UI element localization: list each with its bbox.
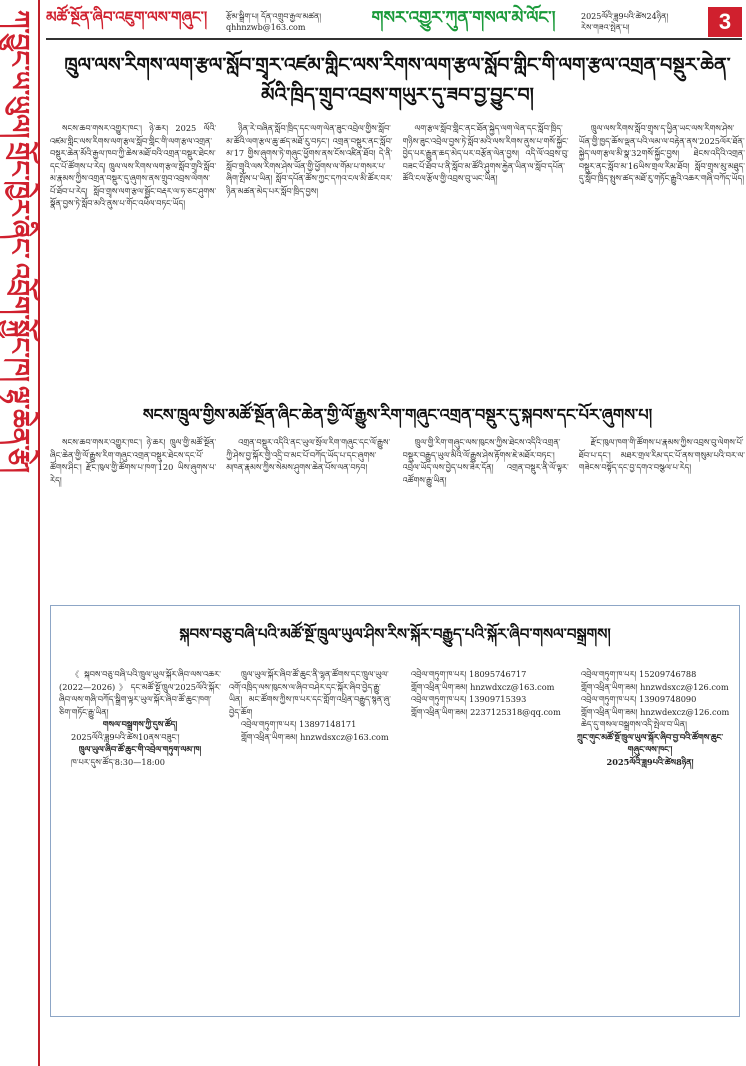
article1-body [50,122,745,397]
sign-date: 2025ལོའི་ཟླ9པའི་ཚེས8ཉིན། [606,756,694,767]
date: 2025ལོའི་ཟླ9པའི་ཚེས24ཉིན། [581,12,669,21]
article2-column: རྫོང་ཁུལ་ཁག་གི་ཚོགས་པ་རྣམས་ཀྱིས་འབྲས་བུ་ལེགས་པོ་ཐོབ་པ་དང་། མཐར་གྲལ་རིམ་དང་པོ་ནས་གསུམ་པའི་བར་ལ་གཟེངས་བསྟོད་དང་བྱ་དགའ་བསྩལ་པ་རེད། [578,437,745,472]
article2-body [50,436,745,596]
signature: ཀྲུང་གུང་མཚོ་སྔོ་ཁྲུལ་ཡུལ་སྐོར་ཞིབ་བྱ་བའི་ཚོགས་ཆུང་གཞུང་ལས་ཁང་། [576,731,724,754]
side-banner-text: ལྷ་ཆེན་རྩེ། [4,385,34,473]
article2-column: ཁྲུལ་གྱི་རིག་གཞུང་ལས་ཁུངས་ཀྱིས་ཐེངས་འདིའི་འགྲན་བསྡུར་བརྒྱུད་ཡུལ་མིའི་ལོ་རྒྱུས་ཤེས་རྟོགས་ཇེ་མཐོར་བཏང་། འབྲེལ་ཡོད་ལས་བྱེད་པས་ཟེར་དོན། འགྲན་བསྡུར་ནི་ལོ་ལྟར་འཚོགས་རྒྱུ་ཡིན། [402,437,569,485]
article2-headline: སངས་ཁྲུལ་གྱིས་མཚོ་སྔོན་ཞིང་ཆེན་གྱི་ལོ་རྒྱུས་རིག་གཞུང་འགྲན་བསྡུར་དུ་སྐབས་དང་པོར་ཞུགས་པ། [142,405,653,424]
side-banner-text: ཀ་བྱུང་ཡ་ཡུལ། [4,10,34,139]
notice-subheading: གསལ་བསྒྲགས་ཀྱི་དུས་ཚོད། [102,719,178,729]
notice-column: 《སྐབས་བཅུ་བཞི་པའི་ཁྲུལ་ཡུལ་སྐོར་ཞིབ་ལས་འཆར་(2022—2026)》དང་མཚོ་སྔོ་ཁྲུལ་2025ལོའི་སྐོར་ཞིབ་ལས་གཞི་བཀོད་སྒྲིག་ལྟར་ཡུལ་སྐོར་ཞིབ་ཚོ་ཆུང་ཁག་ཅིག་གཏོང་རྒྱུ་ཡིན། གསལ་བསྒྲགས་ཀྱི་དུས་ཚོད། 2025ལོའི་ཟླ9པའི་ཚེས10ནས་བཟུང་། ཁྲུལ་ཡུལ་ཞིབ་ཚོ་ཆུང་གི་འབྲེལ་གཏུག་ལམ་ཁ། ཁ་པར་དུས་ཚོད་8:30—18:00 [59,669,221,767]
notice-body [51,668,739,1028]
date-block [581,11,701,33]
masthead: མཚོ་སྔོན་ཞིབ་འཇུག་ལས་གཞུང་། [46,8,208,26]
notice-subheading: ཁྲུལ་ཡུལ་ཞིབ་ཚོ་ཆུང་གི་འབྲེལ་གཏུག་ལམ་ཁ། [78,744,202,754]
article1-column: སངས་ཆབ་གསར་འགྱུར་ཁང་། ཉེ་ཆར། 2025 ལོའི་འཛམ་གླིང་ལས་རིགས་ལག་རྩལ་སློབ་གླིང་གི་ལག་རྩལ་འགྲན་བསྡུར་ཆེན་མོའི་རྒྱལ་ཁབ་ཀྱི་ཆེས་མཐོ་བའི་འགྲན་བསྡུར་ཐེངས་དང་པོ་ཚོགས་པ་རེད། ཁྲུལ་ལས་རིགས་ལག་རྩལ་སློབ་གྲྭའི་སློབ་མ་རྣམས་ཀྱིས་འགྲན་བསྡུར་དུ་ཞུགས་ནས་གྲུབ་འབྲས་ལེགས་པོ་ཐོབ་པ་རེད། སློབ་གྲྭས་ལག་རྩལ་སྦྱོང་བརྡར་ལ་ཧ་ཅང་ཤུགས་སྣོན་བྱས་ཏེ་སློབ་མའི་ནུས་པ་གོང་འཕེལ་བཏང་ཡོད། [50,123,217,208]
notice-column: ཁྲུལ་ཡུལ་སྐོར་ཞིབ་ཚོ་ཆུང་ནི་ལྷན་ཚོགས་དང་ཁྲུལ་ཡུལ་འགོ་འཁྲིད་ལས་ཁུངས་ལ་ཞིབ་བཤེར་དང་སྐོར་ཞིབ་བྱེད་རྒྱུ་ཡིན། མང་ཚོགས་ཀྱིས་ཁ་པར་དང་གློག་འཕྲིན་བརྒྱུད་སྙན་ཞུ་བྱེད་ཆོག འབྲེལ་གཏུག་ཁ་པར། 13897148171 གློག་འཕྲིན་ཡིག་ཟམ། hnzwdsxcz@163.com [229,669,391,742]
article1-column: ལག་རྩལ་སློབ་གླིང་ནང་ཐོན་སྐྱེད་ལག་ལེན་དང་སློབ་ཁྲིད་གཉིས་ཟུང་འབྲེལ་བྱས་ཏེ་སློབ་མའི་ལས་རིགས་ནུས་པ་གསོ་སྐྱོང་བྱེད་པར་རྒྱུན་ཆད་མེད་པར་བརྩོན་ལེན་བྱས། འདི་ལོ་འབྲས་བུ་བཟང་པོ་ཐོབ་པ་ནི་སློབ་མ་ཚོའི་ཤུགས་རྐྱེན་ཡིན་ལ་སློབ་དཔོན་ཚོའི་ངལ་རྩོལ་གྱི་འབྲས་བུ་ཡང་ཡིན། [402,123,569,183]
article2-column: སངས་ཆབ་གསར་འགྱུར་ཁང་། ཉེ་ཆར། ཁྲུལ་གྱི་མཚོ་སྔོན་ཞིང་ཆེན་གྱི་ལོ་རྒྱུས་རིག་གཞུང་འགྲན་བསྡུར་ཐེངས་དང་པོ་ཚོགས་ཤིང་། རྫོང་ཁུལ་གྱི་ཚོགས་པ་ཁག་120 ཡིས་ཞུགས་པ་རེད། [50,437,217,485]
closing: ཆེད་དུ་གསལ་བསྒྲགས་འདི་སྤེལ་བ་ཡིན། [581,719,687,729]
article2-column: འགྲན་བསྡུར་འདིའི་ནང་ཡུལ་སྲོལ་རིག་གཞུང་དང་ལོ་རྒྱུས་ཀྱི་ཤེས་བྱ་སྐོར་གྱི་འདྲི་བ་མང་པོ་བཀོད་ཡོད་པ་དང་ཞུགས་མཁན་རྣམས་ཀྱིས་སེམས་ཤུགས་ཆེན་པོས་ལན་བཏབ། [226,437,391,472]
page-number: 3 [708,7,742,37]
notice-column: འབྲེལ་གཏུག་ཁ་པར། 18095746717 གློག་འཕྲིན་ཡིག་ཟམ། hnzwdxcz@163.com འབྲེལ་གཏུག་ཁ་པར། 13909715393 གློག་འཕྲིན་ཡིག་ཟམ། 2237125318@qq.com [411,669,561,717]
editor: རྩོམ་སྒྲིག་པ། དོན་འགྲུབ་རྒྱལ་མཚན། [226,12,322,21]
section-title: གསར་འགྱུར་ཀུན་གསལ་མེ་ལོང་། [371,8,556,28]
notice-title: སྐབས་བཅུ་བཞི་པའི་མཚོ་སྔོ་ཁྲུལ་ཡུལ་ཤིས་རིས་སྐོར་བརྒྱུད་པའི་སྐོར་ཞིབ་གསལ་བསྒྲགས། [179,625,611,643]
article1-column: ཉིན་རེ་བཞིན་སློབ་ཁྲིད་དང་ལག་ལེན་ཟུང་འབྲེལ་གྱིས་སློབ་མ་ཚོའི་ལག་རྩལ་ཆུ་ཚད་མཐོ་རུ་བཏང་། འགྲན་བསྡུར་ནང་སློབ་མ་17 གྱིས་ཞུགས་ཏེ་གཞུང་ཕྱོགས་ནས་ངོས་འཛིན་ཐོབ། དེ་ནི་སློབ་གྲྭའི་ལས་རིགས་ཤེས་ཡོན་གྱི་ཕྱོགས་ལ་གོམ་པ་གསར་པ་ཞིག་སྤོས་པ་ཡིན། སློབ་དཔོན་ཚོས་ཀྱང་དཀའ་ངལ་མི་ཚོར་བར་ཉིན་མཚན་མེད་པར་སློབ་ཁྲིད་བྱས། [226,123,393,196]
email: qhhnzwb@163.com [226,23,306,32]
editor-info [226,11,346,33]
weekday: རེས་གཟའ་སྤེན་པ། [581,23,630,32]
notice-box [50,605,740,1017]
page-header [46,6,742,40]
side-banner-text: གྲོང་ཁྱེར་ཞིང་ [4,142,34,259]
side-banner-text: འབྲོག་སྐྱོང་ཁ། [4,262,34,382]
article1-headline: ཁྲུལ་ལས་རིགས་ལག་རྩལ་སློབ་གྲྭར་འཛམ་གླིང་ལས་རིགས་ལག་རྩལ་སློབ་གླིང་གི་ལག་རྩལ་འགྲན་བསྡུར་ཆེན་མོའི་ཁྲིད་གྲུབ་འབྲས་གཡུར་དུ་ཟབ་བྱ་བྱུང་བ། [64,54,731,106]
notice-column: འབྲེལ་གཏུག་ཁ་པར། 15209746788 གློག་འཕྲིན་ཡིག་ཟམ། hnzwdsxcz@126.com འབྲེལ་གཏུག་ཁ་པར། 13909748090 གློག་འཕྲིན་ཡིག་ཟམ། hnzwdexcz@126.com ཆེད་དུ་གསལ་བསྒྲགས་འདི་སྤེལ་བ་ཡིན། ཀྲུང་གུང་མཚོ་སྔོ་ཁྲུལ་ཡུལ་སྐོར་ཞིབ་བྱ་བའི་ཚོགས་ཆུང་གཞུང་ལས་ཁང་། 2025ལོའི་ཟླ9པའི་ཚེས8ཉིན། [569,668,731,1028]
side-banner [0,0,40,1066]
article1-column: ཁྲུལ་ལས་རིགས་སློབ་གྲྭས་ད་ཕྱིན་ཡང་ལས་རིགས་ཤེས་ཡོན་གྱི་ཁྱད་ཆོས་ལྡན་པའི་ལམ་ལ་བརྟེན་ནས་2025ལོར་ཐོན་སྐྱེད་ལག་རྩལ་མི་སྣ་32གསོ་སྐྱོང་བྱས། ཐེངས་འདིའི་འགྲན་བསྡུར་ནང་སློབ་མ་16ཡིས་གྲལ་རིམ་ཐོབ། སློབ་གྲྭས་མུ་མཐུད་དུ་སློབ་ཁྲིད་སྤུས་ཚད་མཐོ་རུ་གཏོང་རྒྱུའི་འཆར་གཞི་བཀོད་ཡོད། [578,123,745,183]
